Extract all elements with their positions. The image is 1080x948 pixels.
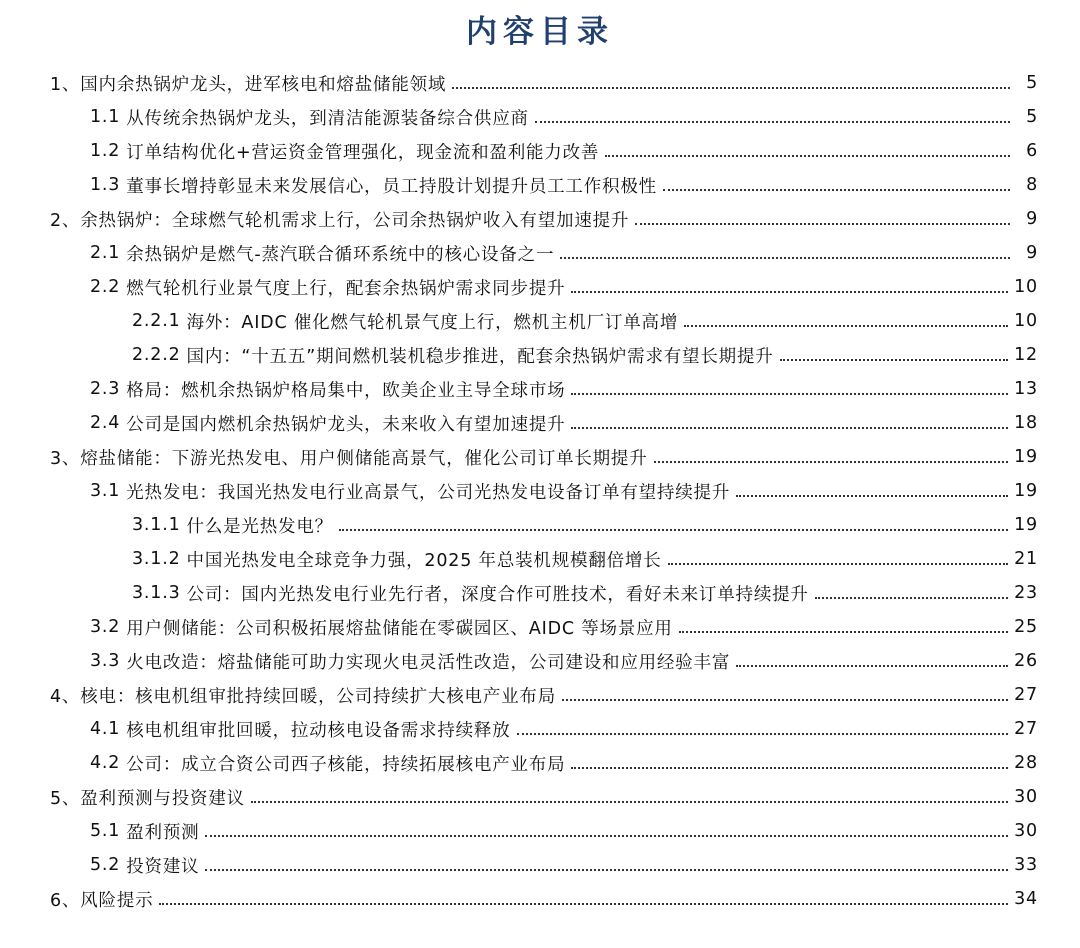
toc-entry-number: 6、 [50,890,81,911]
toc-entry-number: 5、 [50,788,81,809]
dot-leader [251,783,1008,803]
toc-entry-text: 用户侧储能：公司积极拓展熔盐储能在零碳园区、AIDC 等场景应用 [126,618,673,639]
toc-entry[interactable] [90,168,1038,202]
toc-entry-number: 2.4 [90,413,121,433]
toc-entry-number: 2、 [50,210,81,231]
toc-entry[interactable] [90,644,1038,678]
toc-entry-page: 12 [1014,345,1038,365]
toc-entry-text: 火电改造：熔盐储能可助力实现火电灵活性改造，公司建设和应用经验丰富 [126,652,731,673]
toc-entry[interactable] [90,270,1038,304]
toc-entry-number: 2.1 [90,243,121,263]
toc-entry-page: 9 [1026,243,1038,263]
dot-leader [635,205,1010,225]
toc-entry-text: 盈利预测与投资建议 [80,788,245,809]
toc-entry-number: 1.1 [90,107,121,127]
toc-entry[interactable] [50,66,1038,100]
toc-entry-text: 熔盐储能：下游光热发电、用户侧储能高景气，催化公司订单长期提升 [80,448,648,469]
toc-entry[interactable] [132,338,1038,372]
toc-entry[interactable] [50,202,1038,236]
dot-leader [654,443,1009,463]
toc-entry-page: 9 [1026,209,1038,229]
toc-entry-number: 4.1 [90,719,121,739]
toc-entry-page: 27 [1014,685,1038,705]
toc-entry-text: 核电机组审批回暖，拉动核电设备需求持续释放 [126,720,511,741]
dot-leader [736,647,1008,667]
toc-entry-text: 海外：AIDC 催化燃气轮机景气度上行，燃机主机厂订单高增 [186,312,679,333]
toc-entry-page: 26 [1014,651,1038,671]
dot-leader [159,885,1008,905]
toc-entry-page: 8 [1026,175,1038,195]
toc-entry-page: 34 [1014,889,1038,909]
dot-leader [452,69,1010,89]
toc-entry-page: 13 [1014,379,1038,399]
toc-entry[interactable] [50,882,1038,916]
toc-entry[interactable] [50,780,1038,814]
toc-entry[interactable] [90,236,1038,270]
dot-leader [736,477,1008,497]
dot-leader [571,749,1008,769]
toc-entry-text: 格局：燃机余热锅炉格局集中，欧美企业主导全球市场 [126,380,566,401]
dot-leader [668,545,1009,565]
toc-entry[interactable] [90,100,1038,134]
toc-entry-page: 5 [1026,73,1038,93]
toc-entry[interactable] [90,848,1038,882]
toc-entry-number: 5.2 [90,855,121,875]
toc-entry-number: 3.1.2 [132,549,181,569]
toc-entry-page: 10 [1014,277,1038,297]
toc-entry-number: 2.2.1 [132,311,181,331]
toc-entry[interactable] [90,814,1038,848]
toc-entry-number: 2.2 [90,277,121,297]
dot-leader [815,579,1008,599]
toc-entry[interactable] [50,440,1038,474]
toc-title: 内容目录 [466,14,614,50]
dot-leader [679,613,1008,633]
toc-entry[interactable] [132,304,1038,338]
dot-leader [562,681,1008,701]
dot-leader [571,375,1008,395]
toc-entry-text: 公司：成立合资公司西子核能，持续拓展核电产业布局 [126,754,566,775]
toc-entry-text: 燃气轮机行业景气度上行，配套余热锅炉需求同步提升 [126,278,566,299]
toc-entry-number: 3.1.1 [132,515,181,535]
toc-entry-page: 10 [1014,311,1038,331]
toc-entry-number: 4.2 [90,753,121,773]
dot-leader [571,273,1008,293]
toc-entry-page: 19 [1014,515,1038,535]
toc-entry-text: 订单结构优化+营运资金管理强化，现金流和盈利能力改善 [126,142,600,163]
toc-entry-page: 27 [1014,719,1038,739]
toc-entry[interactable] [90,610,1038,644]
dot-leader [571,409,1008,429]
toc-entry-text: 盈利预测 [126,822,200,843]
toc-entry-text: 光热发电：我国光热发电行业高景气，公司光热发电设备订单有望持续提升 [126,482,731,503]
toc-entry-text: 投资建议 [126,856,200,877]
toc-entry-page: 5 [1026,107,1038,127]
toc-entry-text: 什么是光热发电？ [186,516,333,537]
toc-entry[interactable] [90,372,1038,406]
toc-entry-text: 国内：“十五五”期间燃机装机稳步推进，配套余热锅炉需求有望长期提升 [186,346,774,367]
toc-entry-text: 风险提示 [80,890,154,911]
toc-entry-page: 21 [1014,549,1038,569]
toc-entry-page: 18 [1014,413,1038,433]
toc-entry-text: 董事长增持彰显未来发展信心，员工持股计划提升员工工作积极性 [126,176,657,197]
toc-entry[interactable] [132,576,1038,610]
dot-leader [560,239,1010,259]
toc-entry-page: 28 [1014,753,1038,773]
toc-entry-number: 1、 [50,74,81,95]
toc-entry-text: 从传统余热锅炉龙头，到清洁能源装备综合供应商 [126,108,529,129]
toc-entry-number: 4、 [50,686,81,707]
dot-leader [684,307,1008,327]
toc-entry-text: 公司是国内燃机余热锅炉龙头，未来收入有望加速提升 [126,414,566,435]
toc-entry-number: 5.1 [90,821,121,841]
toc-entry-page: 30 [1014,821,1038,841]
toc-entry-page: 33 [1014,855,1038,875]
toc-entry-page: 6 [1026,141,1038,161]
toc-entry-text: 国内余热锅炉龙头，进军核电和熔盐储能领域 [80,74,447,95]
toc-entry[interactable] [90,134,1038,168]
toc-entry[interactable] [90,712,1038,746]
toc-entry-text: 中国光热发电全球竞争力强，2025 年总装机规模翻倍增长 [186,550,662,571]
toc-entry-number: 2.3 [90,379,121,399]
toc-entry-number: 3.1.3 [132,583,181,603]
dot-leader [205,817,1008,837]
toc-entry[interactable] [50,678,1038,712]
toc-entry[interactable] [90,474,1038,508]
toc-entry-text: 余热锅炉：全球燃气轮机需求上行，公司余热锅炉收入有望加速提升 [80,210,630,231]
dot-leader [517,715,1009,735]
toc-entry-page: 19 [1014,481,1038,501]
toc-entry[interactable] [132,542,1038,576]
dot-leader [605,137,1010,157]
dot-leader [339,511,1008,531]
dot-leader [205,851,1008,871]
toc-entry-number: 3.1 [90,481,121,501]
toc-entry-number: 3.2 [90,617,121,637]
dot-leader [535,103,1010,123]
toc-entry-text: 公司：国内光热发电行业先行者，深度合作可胜技术，看好未来订单持续提升 [186,584,809,605]
toc-entry-text: 余热锅炉是燃气-蒸汽联合循环系统中的核心设备之一 [126,244,555,265]
dot-leader [780,341,1009,361]
toc-entry-number: 1.2 [90,141,121,161]
toc-entry-number: 2.2.2 [132,345,181,365]
toc-entry[interactable] [90,746,1038,780]
toc-entry-page: 23 [1014,583,1038,603]
toc-entry-number: 1.3 [90,175,121,195]
toc-entry-page: 25 [1014,617,1038,637]
toc-entry-number: 3.3 [90,651,121,671]
toc-entry[interactable] [90,406,1038,440]
toc-entry-text: 核电：核电机组审批持续回暖，公司持续扩大核电产业布局 [80,686,557,707]
dot-leader [663,171,1010,191]
toc-entry[interactable] [132,508,1038,542]
toc-entry-number: 3、 [50,448,81,469]
toc-entry-page: 30 [1014,787,1038,807]
toc-entry-page: 19 [1014,447,1038,467]
